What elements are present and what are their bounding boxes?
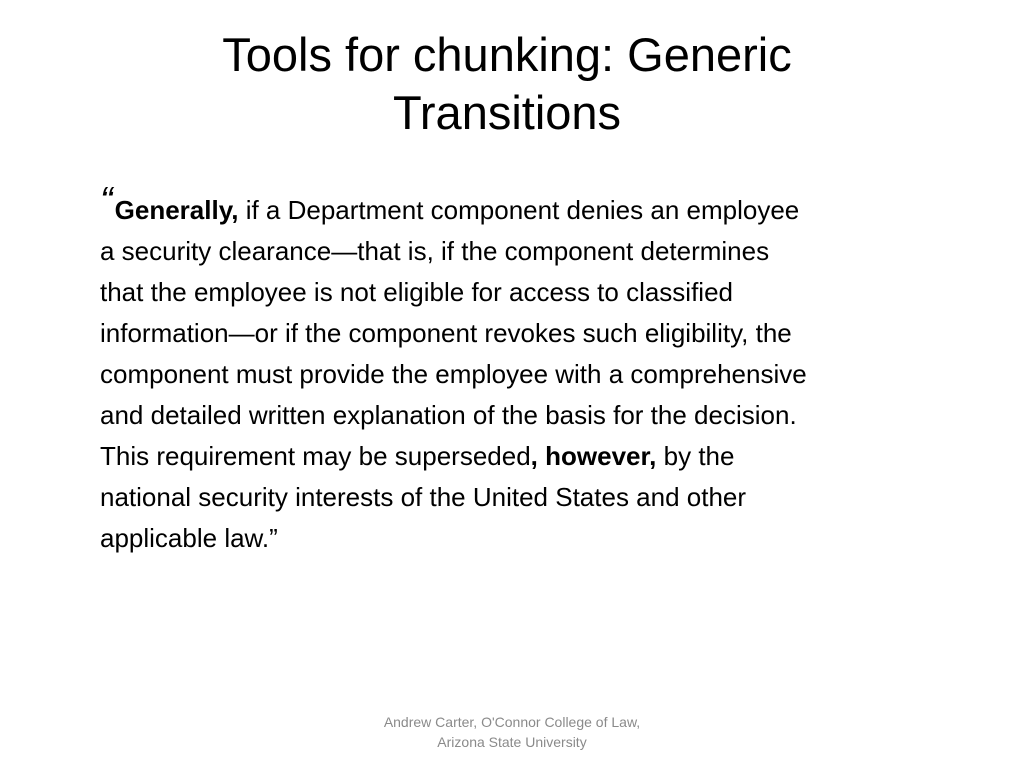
quote-line-1 [100,180,980,231]
quote-line-2: a security clearance—that is, if the component determines [100,236,770,266]
quote-line-4: information—or if the component revokes such eligibility, the [100,318,792,348]
quote-body [100,180,980,559]
quote-segment-generally: Generally, [114,195,239,225]
quote-segment-however: , however, [530,441,657,471]
footer-line-1: Andrew Carter, O'Connor College of Law, [383,714,641,730]
slide-title-line-2: Transitions [392,86,622,139]
slide-title-line-1: Tools for chunking: Generic [222,28,792,81]
quote-line-8: national security interests of the United States and other [100,482,747,512]
slide-footer [312,712,712,752]
footer-line-2: Arizona State University [437,734,587,750]
quote-line-7 [100,436,980,477]
quote-segment: This requirement may be superseded [100,441,531,471]
quote-segment: by the [656,441,735,471]
quote-segment: if a Department component denies an employee [238,195,800,225]
quote-line-6: and detailed written explanation of the basis for the decision. [100,400,797,430]
quote-line-3: that the employee is not eligible for access to classified [100,277,734,307]
slide-title [112,26,902,142]
quote-line-9: applicable law.” [100,523,278,553]
open-quote-mark: “ [100,180,113,222]
quote-line-5: component must provide the employee with a comprehensive [100,359,807,389]
